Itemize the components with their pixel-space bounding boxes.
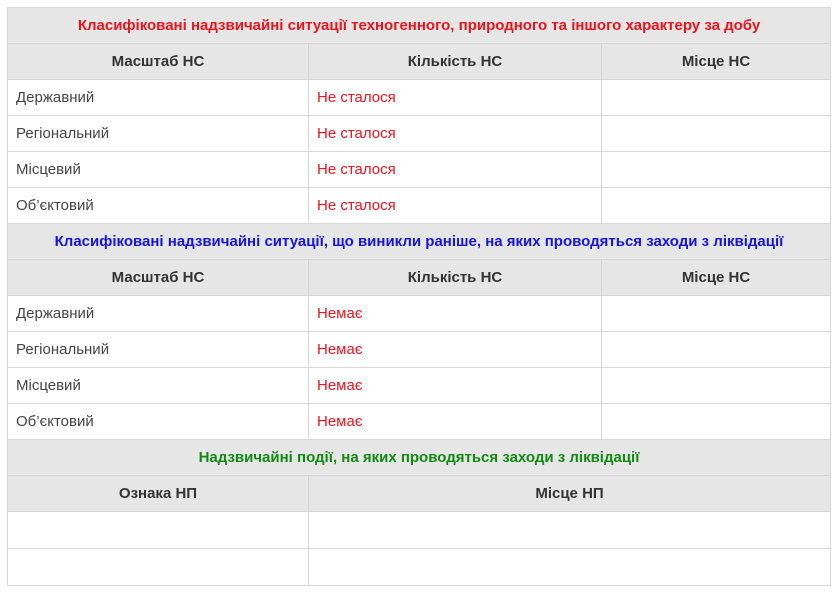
header-place: Місце НС [602,260,831,296]
count-cell: Немає [309,296,602,332]
sign-cell [8,549,309,586]
table-row [8,152,831,188]
section2-header-row [8,260,831,296]
section1-header-row [8,44,831,80]
section3-title: Надзвичайні події, на яких проводяться заходи з ліквідації [8,440,831,476]
emergency-table [7,7,831,586]
table-row [8,512,831,549]
header-sign: Ознака НП [8,476,309,512]
table-row [8,368,831,404]
sign-cell [8,512,309,549]
place-cell [602,188,831,224]
section3-header-row [8,476,831,512]
emergency-report [7,7,830,586]
section3-title-row [8,440,831,476]
table-row [8,188,831,224]
count-cell: Немає [309,404,602,440]
header-scale: Масштаб НС [8,260,309,296]
place-cell [602,404,831,440]
section2-title: Класифіковані надзвичайні ситуації, що виникли раніше, на яких проводяться заходи з ліквідації [8,224,831,260]
header-scale: Масштаб НС [8,44,309,80]
table-row [8,549,831,586]
scale-cell: Державний [8,80,309,116]
count-cell: Немає [309,368,602,404]
table-row [8,116,831,152]
scale-cell: Місцевий [8,368,309,404]
header-count: Кількість НС [309,44,602,80]
table-row [8,332,831,368]
event-place-cell [309,512,831,549]
place-cell [602,152,831,188]
table-row [8,80,831,116]
scale-cell: Об’єктовий [8,404,309,440]
count-cell: Не сталося [309,188,602,224]
scale-cell: Регіональний [8,116,309,152]
header-place: Місце НС [602,44,831,80]
place-cell [602,80,831,116]
event-place-cell [309,549,831,586]
scale-cell: Місцевий [8,152,309,188]
header-event-place: Місце НП [309,476,831,512]
place-cell [602,368,831,404]
count-cell: Не сталося [309,80,602,116]
table-row [8,404,831,440]
place-cell [602,296,831,332]
scale-cell: Державний [8,296,309,332]
table-row [8,296,831,332]
section1-title-row [8,8,831,44]
place-cell [602,332,831,368]
place-cell [602,116,831,152]
count-cell: Не сталося [309,152,602,188]
count-cell: Не сталося [309,116,602,152]
header-count: Кількість НС [309,260,602,296]
section2-title-row [8,224,831,260]
section1-title: Класифіковані надзвичайні ситуації техногенного, природного та іншого характеру за добу [8,8,831,44]
count-cell: Немає [309,332,602,368]
scale-cell: Об’єктовий [8,188,309,224]
scale-cell: Регіональний [8,332,309,368]
